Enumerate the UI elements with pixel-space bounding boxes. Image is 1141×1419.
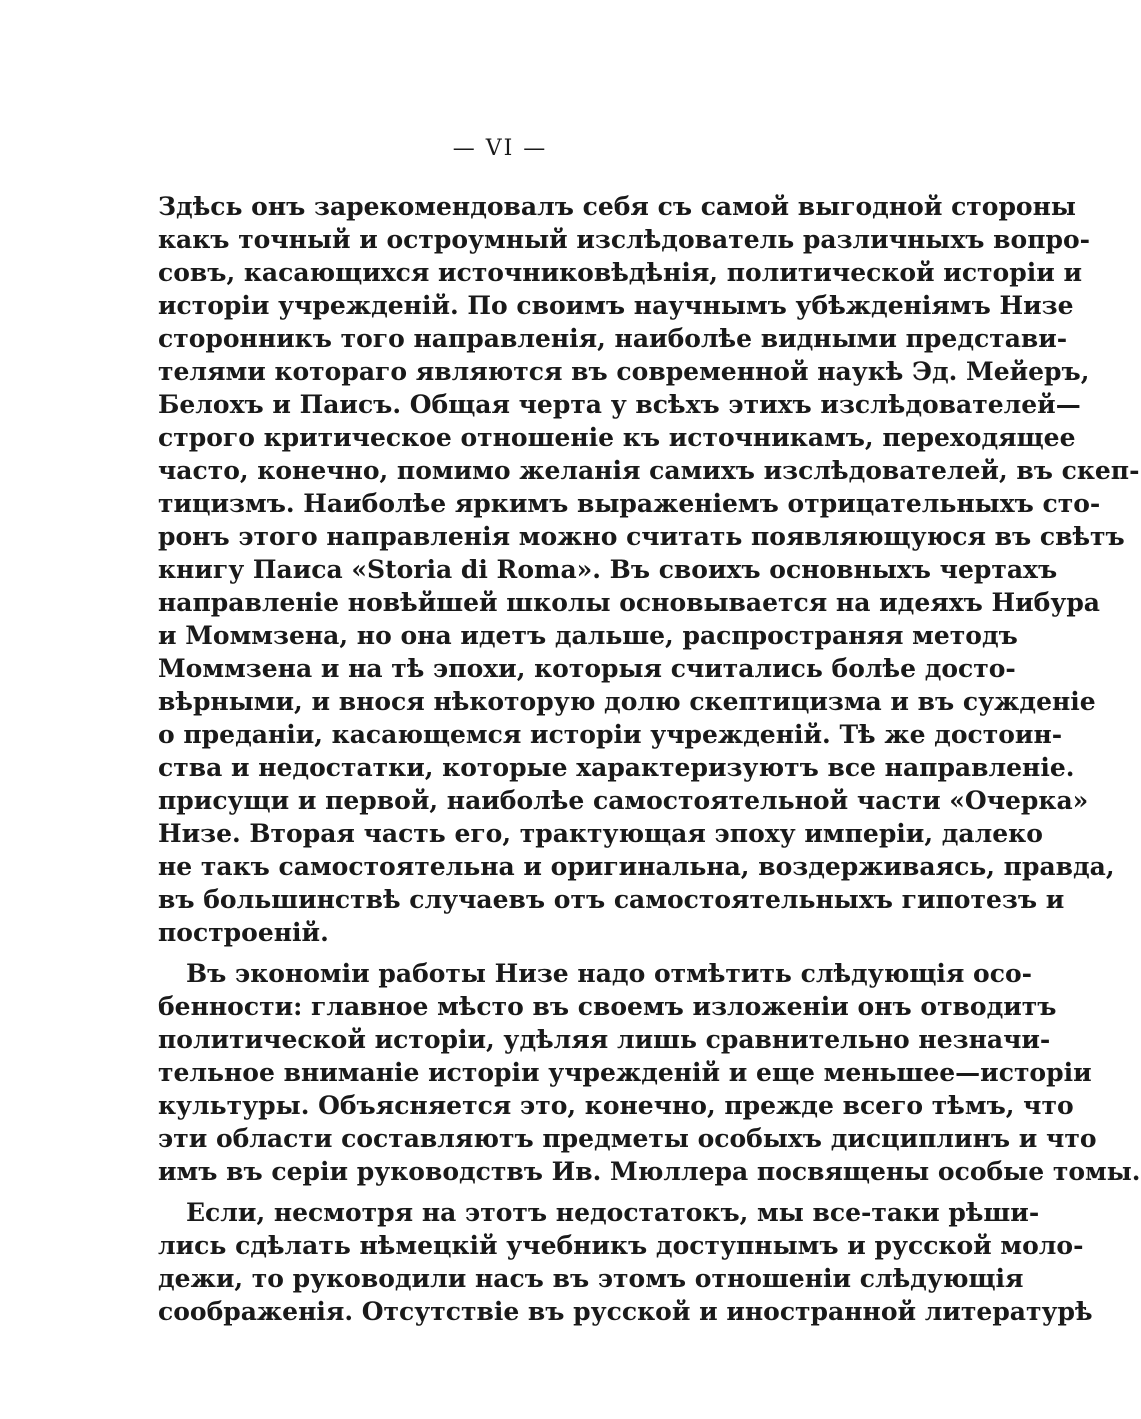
text-line: вѣрными, и внося нѣкоторую долю скептицизма и въ сужденіе — [158, 687, 1096, 716]
page-number: — VI — — [452, 136, 548, 161]
paragraph — [158, 957, 1141, 1188]
text-line: ства и недостатки, которые характеризуютъ все направленіе. — [158, 753, 1075, 782]
text-line: Белохъ и Паисъ. Общая черта у всѣхъ этихъ изслѣдователей— — [158, 390, 1081, 419]
text-line: тицизмъ. Наиболѣе яркимъ выраженіемъ отрицательныхъ сто- — [158, 489, 1101, 518]
text-line: присущи и первой, наиболѣе самостоятельной части «Очерка» — [158, 786, 1089, 815]
text-line: лись сдѣлать нѣмецкій учебникъ доступнымъ и русской моло- — [158, 1231, 1084, 1260]
text-line: политической исторіи, удѣляя лишь сравнительно незначи- — [158, 1025, 1051, 1054]
text-line: имъ въ серіи руководствъ Ив. Мюллера посвящены особые томы. — [158, 1157, 1141, 1186]
text-line: въ большинствѣ случаевъ отъ самостоятельныхъ гипотезъ и — [158, 885, 1065, 914]
text-line: и Моммзена, но она идетъ дальше, распространяя методъ — [158, 621, 1018, 650]
text-line: телями котораго являются въ современной наукѣ Эд. Мейеръ, — [158, 357, 1090, 386]
text-line: не такъ самостоятельна и оригинальна, воздерживаясь, правда, — [158, 852, 1115, 881]
text-line: какъ точный и остроумный изслѣдователь различныхъ вопро- — [158, 225, 1091, 254]
text-line: Здѣсь онъ зарекомендовалъ себя съ самой выгодной стороны — [158, 192, 1076, 221]
text-line: Въ экономіи работы Низе надо отмѣтить слѣдующія осо- — [186, 959, 1032, 988]
text-line: Если, несмотря на этотъ недостатокъ, мы все-таки рѣши- — [186, 1198, 1040, 1227]
text-line: дежи, то руководили насъ въ этомъ отношеніи слѣдующія — [158, 1264, 1024, 1293]
text-line: эти области составляютъ предметы особыхъ дисциплинъ и что — [158, 1124, 1097, 1153]
paragraph-gap — [158, 1188, 844, 1196]
text-line: о преданіи, касающемся исторіи учрежденій. Тѣ же достоин- — [158, 720, 1063, 749]
paragraph — [158, 190, 1140, 949]
text-line: ронъ этого направленія можно считать появляющуюся въ свѣтъ — [158, 522, 1125, 551]
text-line: строго критическое отношеніе къ источникамъ, переходящее — [158, 423, 1076, 452]
text-line: совъ, касающихся источниковѣдѣнія, политической исторіи и — [158, 258, 1082, 287]
text-line: бенности: главное мѣсто въ своемъ изложеніи онъ отводитъ — [158, 992, 1057, 1021]
text-line: построеній. — [158, 918, 329, 947]
text-line: направленіе новѣйшей школы основывается на идеяхъ Нибура — [158, 588, 1101, 617]
text-line: тельное вниманіе исторіи учрежденій и еще меньшее—исторіи — [158, 1058, 1092, 1087]
paragraph-gap — [158, 949, 844, 957]
text-line: культуры. Объясняется это, конечно, прежде всего тѣмъ, что — [158, 1091, 1074, 1120]
text-line: Моммзена и на тѣ эпохи, которыя считались болѣе досто- — [158, 654, 1016, 683]
text-line: Низе. Вторая часть его, трактующая эпоху имперіи, далеко — [158, 819, 1043, 848]
text-line: книгу Паиса «Storia di Roma». Въ своихъ основныхъ чертахъ — [158, 555, 1058, 584]
body-text — [158, 190, 1141, 1328]
text-line: соображенія. Отсутствіе въ русской и иностранной литературѣ — [158, 1297, 1093, 1326]
paragraph — [158, 1196, 1093, 1328]
text-line: исторіи учрежденій. По своимъ научнымъ убѣжденіямъ Низе — [158, 291, 1074, 320]
text-line: сторонникъ того направленія, наиболѣе видными представи- — [158, 324, 1068, 353]
text-line: часто, конечно, помимо желанія самихъ изслѣдователей, въ скеп- — [158, 456, 1140, 485]
